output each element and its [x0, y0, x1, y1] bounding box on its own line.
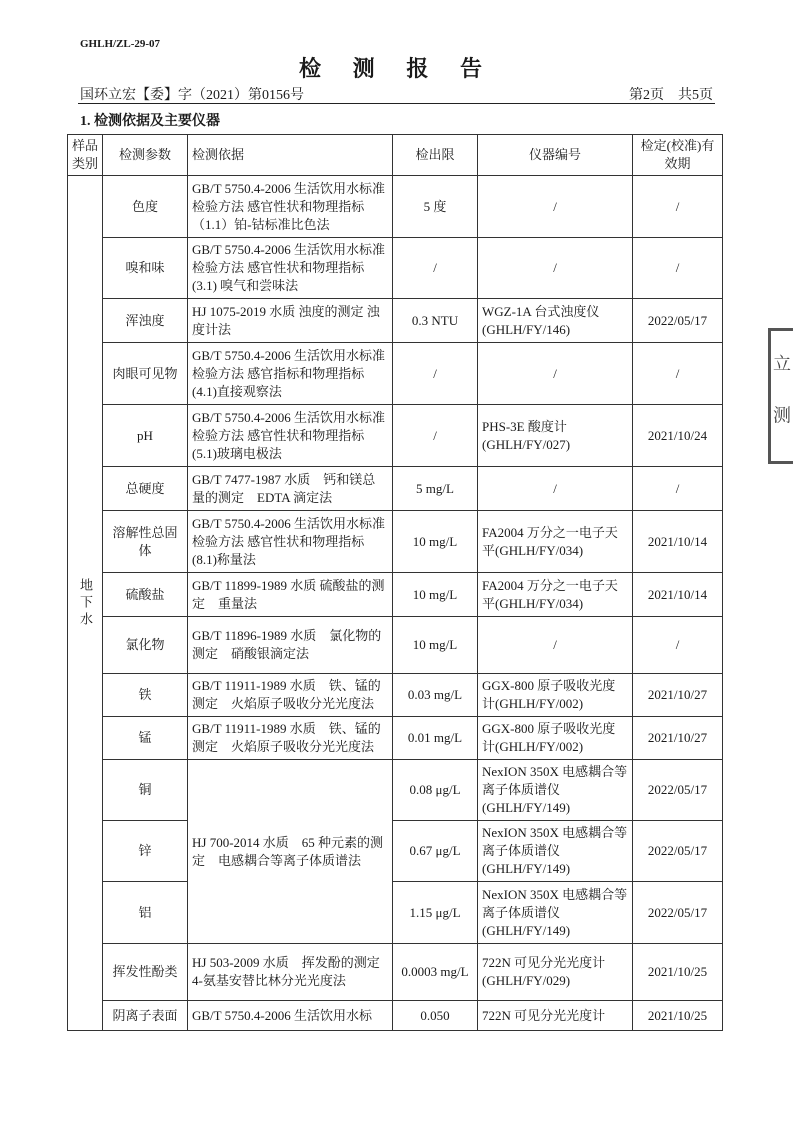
param-cell: 阴离子表面 [103, 1001, 188, 1031]
validity-cell: 2021/10/14 [633, 511, 723, 573]
instrument-cell: NexION 350X 电感耦合等离子体质谱仪(GHLH/FY/149) [478, 882, 633, 944]
basis-cell: GB/T 5750.4-2006 生活饮用水标 [188, 1001, 393, 1031]
limit-cell: / [393, 343, 478, 405]
limit-cell: 0.03 mg/L [393, 674, 478, 717]
header-param: 检测参数 [103, 135, 188, 176]
header-divider [78, 103, 715, 104]
basis-cell: GB/T 5750.4-2006 生活饮用水标准检验方法 感官性状和物理指标(3.1) 嗅气和尝味法 [188, 238, 393, 299]
limit-cell: 0.08 μg/L [393, 760, 478, 821]
basis-cell: GB/T 5750.4-2006 生活饮用水标准检验方法 感官性状和物理指标 （1.1）铂-钴标准比色法 [188, 176, 393, 238]
basis-cell: GB/T 11899-1989 水质 硫酸盐的测定 重量法 [188, 573, 393, 617]
table-header-row [68, 135, 723, 176]
param-cell: 铁 [103, 674, 188, 717]
limit-cell: 5 度 [393, 176, 478, 238]
section-title: 1. 检测依据及主要仪器 [80, 114, 220, 129]
table-row [68, 343, 723, 405]
limit-cell: 0.3 NTU [393, 299, 478, 343]
limit-cell: / [393, 405, 478, 467]
basis-cell: GB/T 11911-1989 水质 铁、锰的测定 火焰原子吸收分光光度法 [188, 717, 393, 760]
table-row [68, 717, 723, 760]
instrument-cell: / [478, 176, 633, 238]
validity-cell: / [633, 617, 723, 674]
instrument-cell: WGZ-1A 台式浊度仪(GHLH/FY/146) [478, 299, 633, 343]
basis-cell: HJ 503-2009 水质 挥发酚的测定 4-氨基安替比林分光光度法 [188, 944, 393, 1001]
document-code: GHLH/ZL-29-07 [80, 38, 161, 50]
param-cell: 色度 [103, 176, 188, 238]
table-row [68, 617, 723, 674]
instrument-cell: FA2004 万分之一电子天平(GHLH/FY/034) [478, 573, 633, 617]
basis-cell: HJ 1075-2019 水质 浊度的测定 浊度计法 [188, 299, 393, 343]
param-cell: pH [103, 405, 188, 467]
table-row [68, 405, 723, 467]
validity-cell: / [633, 343, 723, 405]
instrument-table [67, 134, 723, 1031]
instrument-cell: 722N 可见分光光度计 [478, 1001, 633, 1031]
basis-cell: GB/T 7477-1987 水质 钙和镁总量的测定 EDTA 滴定法 [188, 467, 393, 511]
limit-cell: 10 mg/L [393, 511, 478, 573]
instrument-cell: / [478, 617, 633, 674]
sample-category: 地下水 [68, 176, 103, 1031]
table-row [68, 299, 723, 343]
validity-cell: 2022/05/17 [633, 821, 723, 882]
param-cell: 总硬度 [103, 467, 188, 511]
limit-cell: 0.01 mg/L [393, 717, 478, 760]
limit-cell: 1.15 μg/L [393, 882, 478, 944]
table-row [68, 882, 723, 944]
validity-cell: 2022/05/17 [633, 299, 723, 343]
header-category: 样品类别 [68, 135, 103, 176]
basis-cell: GB/T 5750.4-2006 生活饮用水标准检验方法 感官性状和物理指标 (8.1)称量法 [188, 511, 393, 573]
param-cell: 嗅和味 [103, 238, 188, 299]
param-cell: 氯化物 [103, 617, 188, 674]
table-row [68, 674, 723, 717]
instrument-cell: / [478, 238, 633, 299]
param-cell: 肉眼可见物 [103, 343, 188, 405]
page-number: 第2页 共5页 [629, 88, 713, 103]
table-row [68, 467, 723, 511]
limit-cell: 0.0003 mg/L [393, 944, 478, 1001]
table-row [68, 176, 723, 238]
instrument-cell: / [478, 343, 633, 405]
param-cell: 锌 [103, 821, 188, 882]
basis-cell: HJ 700-2014 水质 65 种元素的测定 电感耦合等离子体质谱法 [188, 760, 393, 944]
validity-cell: / [633, 176, 723, 238]
validity-cell: 2021/10/24 [633, 405, 723, 467]
validity-cell: 2021/10/25 [633, 944, 723, 1001]
table-row [68, 760, 723, 821]
validity-cell: 2022/05/17 [633, 882, 723, 944]
limit-cell: / [393, 238, 478, 299]
validity-cell: 2021/10/14 [633, 573, 723, 617]
validity-cell: / [633, 238, 723, 299]
limit-cell: 5 mg/L [393, 467, 478, 511]
table-row [68, 821, 723, 882]
instrument-cell: NexION 350X 电感耦合等离子体质谱仪(GHLH/FY/149) [478, 821, 633, 882]
table-row [68, 1001, 723, 1031]
instrument-cell: 722N 可见分光光度计(GHLH/FY/029) [478, 944, 633, 1001]
validity-cell: / [633, 467, 723, 511]
basis-cell: GB/T 11911-1989 水质 铁、锰的测定 火焰原子吸收分光光度法 [188, 674, 393, 717]
basis-cell: GB/T 5750.4-2006 生活饮用水标准检验方法 感官性状和物理指标(5.1)玻璃电极法 [188, 405, 393, 467]
param-cell: 铝 [103, 882, 188, 944]
param-cell: 锰 [103, 717, 188, 760]
param-cell: 挥发性酚类 [103, 944, 188, 1001]
table-row [68, 238, 723, 299]
validity-cell: 2021/10/27 [633, 717, 723, 760]
report-title: 检 测 报 告 [299, 57, 494, 82]
header-limit: 检出限 [393, 135, 478, 176]
report-number: 国环立宏【委】字（2021）第0156号 [80, 88, 304, 103]
validity-cell: 2021/10/27 [633, 674, 723, 717]
table-row [68, 511, 723, 573]
instrument-cell: PHS-3E 酸度计(GHLH/FY/027) [478, 405, 633, 467]
header-validity: 检定(校准)有效期 [633, 135, 723, 176]
basis-cell: GB/T 5750.4-2006 生活饮用水标准检验方法 感官指标和物理指标(4.1)直接观察法 [188, 343, 393, 405]
instrument-cell: GGX-800 原子吸收光度计(GHLH/FY/002) [478, 717, 633, 760]
validity-cell: 2021/10/25 [633, 1001, 723, 1031]
validity-cell: 2022/05/17 [633, 760, 723, 821]
instrument-cell: / [478, 467, 633, 511]
header-basis: 检测依据 [188, 135, 393, 176]
param-cell: 溶解性总固体 [103, 511, 188, 573]
header-instrument: 仪器编号 [478, 135, 633, 176]
instrument-cell: NexION 350X 电感耦合等离子体质谱仪(GHLH/FY/149) [478, 760, 633, 821]
limit-cell: 10 mg/L [393, 617, 478, 674]
instrument-cell: FA2004 万分之一电子天平(GHLH/FY/034) [478, 511, 633, 573]
basis-cell: GB/T 11896-1989 水质 氯化物的测定 硝酸银滴定法 [188, 617, 393, 674]
seal-stamp: 立 测 [768, 328, 793, 464]
param-cell: 硫酸盐 [103, 573, 188, 617]
table-row [68, 573, 723, 617]
limit-cell: 0.050 [393, 1001, 478, 1031]
table-row [68, 944, 723, 1001]
param-cell: 浑浊度 [103, 299, 188, 343]
instrument-cell: GGX-800 原子吸收光度计(GHLH/FY/002) [478, 674, 633, 717]
limit-cell: 10 mg/L [393, 573, 478, 617]
limit-cell: 0.67 μg/L [393, 821, 478, 882]
param-cell: 铜 [103, 760, 188, 821]
